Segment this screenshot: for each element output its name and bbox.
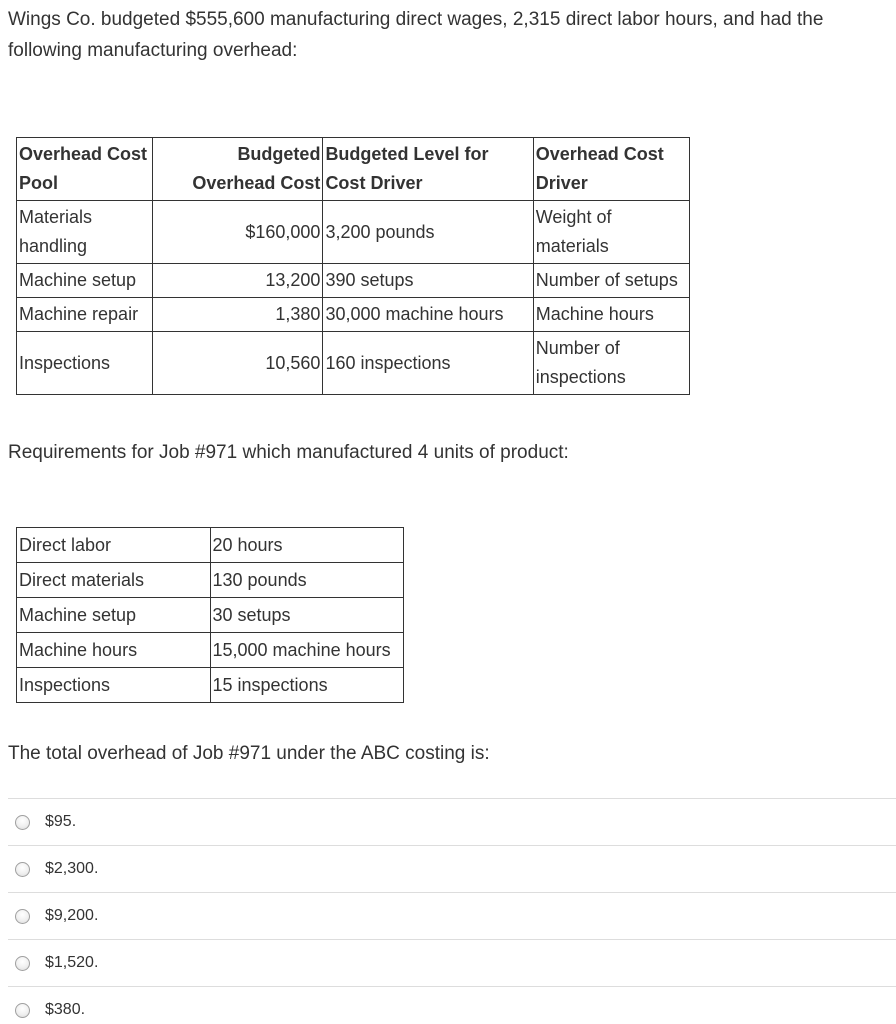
answer-option[interactable] bbox=[8, 986, 896, 1024]
radio-button[interactable] bbox=[15, 909, 30, 924]
job-requirements-table bbox=[16, 527, 404, 703]
table-row bbox=[17, 201, 690, 264]
header-overhead-cost-driver: Overhead Cost Driver bbox=[533, 138, 689, 201]
cost-pool-cell: Materials handling bbox=[17, 201, 153, 264]
radio-button[interactable] bbox=[15, 1003, 30, 1018]
table-row bbox=[17, 528, 404, 563]
requirement-amount-cell: 130 pounds bbox=[210, 563, 404, 598]
header-overhead-cost-pool: Overhead Cost Pool bbox=[17, 138, 153, 201]
answer-option[interactable] bbox=[8, 798, 896, 845]
budgeted-cost-cell: 10,560 bbox=[153, 332, 323, 395]
requirement-item-cell: Machine setup bbox=[17, 598, 211, 633]
header-budgeted-level: Budgeted Level for Cost Driver bbox=[323, 138, 533, 201]
answer-option-label[interactable]: $2,300. bbox=[45, 860, 99, 877]
requirements-label: Requirements for Job #971 which manufactured 4 units of product: bbox=[8, 442, 569, 463]
budgeted-level-cell: 390 setups bbox=[323, 264, 533, 298]
answer-option-label[interactable]: $1,520. bbox=[45, 954, 99, 971]
cost-driver-cell: Number of inspections bbox=[533, 332, 689, 395]
table-row bbox=[17, 563, 404, 598]
requirement-item-cell: Direct labor bbox=[17, 528, 211, 563]
table-row bbox=[17, 668, 404, 703]
budgeted-cost-cell: 1,380 bbox=[153, 298, 323, 332]
answer-choices bbox=[8, 798, 896, 1024]
requirement-item-cell: Inspections bbox=[17, 668, 211, 703]
table-row bbox=[17, 633, 404, 668]
answer-option[interactable] bbox=[8, 939, 896, 986]
intro-text: Wings Co. budgeted $555,600 manufacturing direct wages, 2,315 direct labor hours, and had the following manufacturing overhead: bbox=[8, 9, 824, 61]
cost-pool-cell: Machine setup bbox=[17, 264, 153, 298]
cost-pool-cell: Inspections bbox=[17, 332, 153, 395]
cost-driver-cell: Weight of materials bbox=[533, 201, 689, 264]
cost-pool-cell: Machine repair bbox=[17, 298, 153, 332]
budgeted-cost-cell: 13,200 bbox=[153, 264, 323, 298]
table-row bbox=[17, 332, 690, 395]
table-row bbox=[17, 264, 690, 298]
answer-option[interactable] bbox=[8, 892, 896, 939]
requirement-amount-cell: 30 setups bbox=[210, 598, 404, 633]
requirement-item-cell: Direct materials bbox=[17, 563, 211, 598]
budgeted-cost-cell: $160,000 bbox=[153, 201, 323, 264]
requirement-item-cell: Machine hours bbox=[17, 633, 211, 668]
overhead-table-header-row bbox=[17, 138, 690, 201]
table-row bbox=[17, 598, 404, 633]
answer-option[interactable] bbox=[8, 845, 896, 892]
budgeted-level-cell: 30,000 machine hours bbox=[323, 298, 533, 332]
header-budgeted-overhead-cost: Budgeted Overhead Cost bbox=[153, 138, 323, 201]
radio-button[interactable] bbox=[15, 862, 30, 877]
requirement-amount-cell: 15 inspections bbox=[210, 668, 404, 703]
answer-option-label[interactable]: $380. bbox=[45, 1001, 86, 1018]
radio-button[interactable] bbox=[15, 815, 30, 830]
question-text: The total overhead of Job #971 under the ABC costing is: bbox=[8, 743, 490, 764]
budgeted-level-cell: 160 inspections bbox=[323, 332, 533, 395]
overhead-cost-table bbox=[16, 137, 690, 395]
radio-button[interactable] bbox=[15, 956, 30, 971]
answer-option-label[interactable]: $9,200. bbox=[45, 907, 99, 924]
answer-option-label[interactable]: $95. bbox=[45, 813, 77, 830]
table-row bbox=[17, 298, 690, 332]
cost-driver-cell: Number of setups bbox=[533, 264, 689, 298]
budgeted-level-cell: 3,200 pounds bbox=[323, 201, 533, 264]
requirement-amount-cell: 20 hours bbox=[210, 528, 404, 563]
requirement-amount-cell: 15,000 machine hours bbox=[210, 633, 404, 668]
cost-driver-cell: Machine hours bbox=[533, 298, 689, 332]
